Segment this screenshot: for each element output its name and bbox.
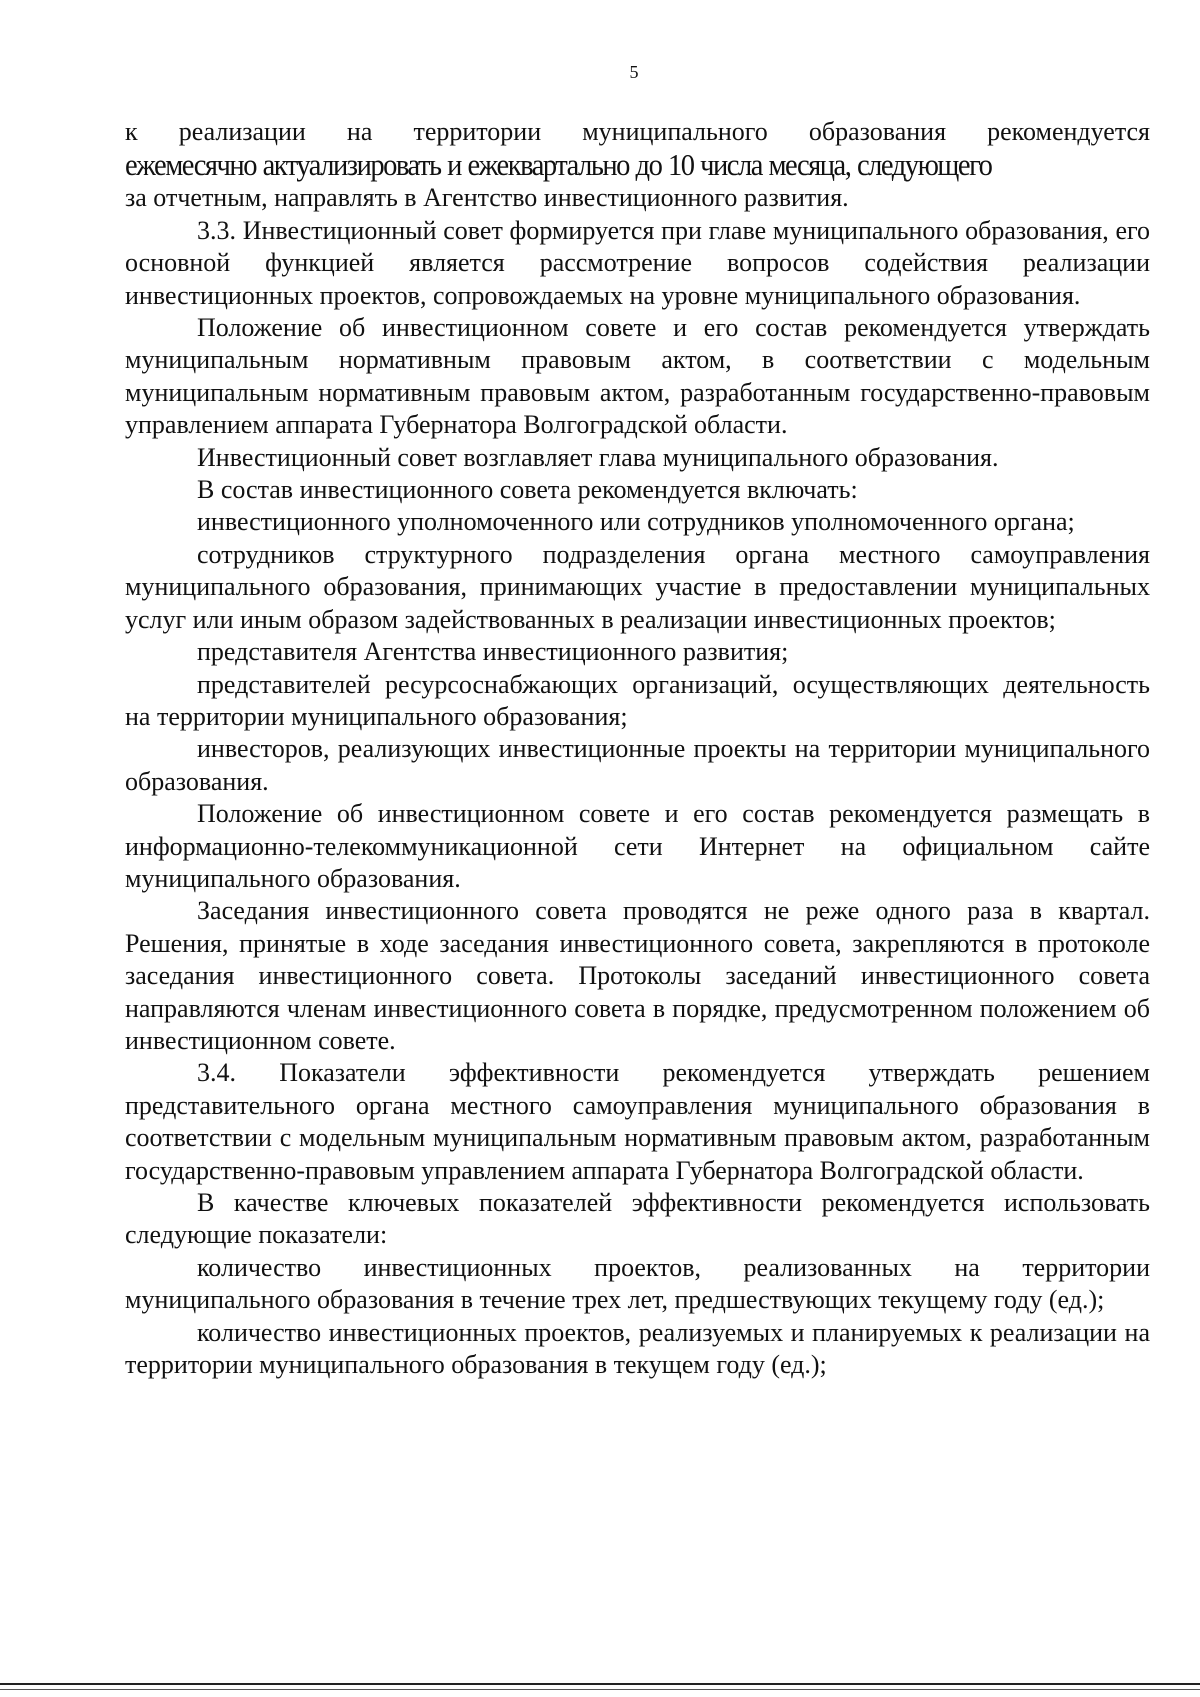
paragraph-continuation-line-3: за отчетным, направлять в Агентство инвестиционного развития. — [125, 183, 849, 213]
document-body — [125, 116, 1150, 1381]
paragraph-council-meetings: Заседания инвестиционного совета проводятся не реже одного раза в квартал. Решения, принятые в ходе заседания инвестиционного совета, закрепляются в протоколе заседания инвестиционного совета. Протоколы заседаний инвестиционного совета направляются членам инвестиционного совета в порядке, предусмотренном положением об инвестиционном совете. — [125, 896, 1150, 1055]
paragraph-continuation-line-2: ежемесячно актуализировать и ежеквартально до 10 числа месяца, следующего — [125, 147, 992, 183]
paragraph-council-publication: Положение об инвестиционном совете и его состав рекомендуется размещать в информационно-телекоммуникационной сети Интернет на официальном сайте муниципального образования. — [125, 799, 1150, 893]
page-number: 5 — [629, 62, 639, 82]
page-bottom-rule-secondary — [0, 1689, 1200, 1690]
list-item-resource-suppliers: представителей ресурсоснабжающих организаций, осуществляющих деятельность на территории муниципального образования; — [125, 669, 1150, 731]
paragraph-continuation-line-1: к реализации на территории муниципального образования рекомендуется — [125, 117, 1150, 146]
paragraph-key-indicators: В качестве ключевых показателей эффективности рекомендуется использовать следующие показатели: — [125, 1188, 1150, 1250]
list-item-indicator-current-projects: количество инвестиционных проектов, реализуемых и планируемых к реализации на территории муниципального образования в текущем году (ед.); — [125, 1317, 1150, 1380]
paragraph-3-4: 3.4. Показатели эффективности рекомендуется утверждать решением представительного органа местного самоуправления муниципального образования в соответствии с модельным муниципальным нормативным правовым актом, разработанным государственно-правовым управлением аппарата Губернатора Волгоградской области. — [125, 1058, 1150, 1185]
list-item-investors: инвесторов, реализующих инвестиционные проекты на территории муниципального образования. — [125, 734, 1150, 796]
list-item-agency-representative: представителя Агентства инвестиционного развития; — [197, 637, 789, 667]
paragraph-council-regulation: Положение об инвестиционном совете и его состав рекомендуется утверждать муниципальным нормативным правовым актом, в соответствии с модельным муниципальным нормативным правовым актом, разработанным государственно-правовым управлением аппарата Губернатора Волгоградской области. — [125, 313, 1150, 440]
list-item-investment-commissioner: инвестиционного уполномоченного или сотрудников уполномоченного органа; — [197, 507, 1075, 537]
list-item-indicator-implemented-projects: количество инвестиционных проектов, реализованных на территории муниципального образования в течение трех лет, предшествующих текущему году (ед.); — [125, 1252, 1150, 1315]
paragraph-council-head: Инвестиционный совет возглавляет глава муниципального образования. — [197, 442, 999, 472]
paragraph-council-composition: В состав инвестиционного совета рекомендуется включать: — [197, 475, 858, 505]
page-bottom-rule — [0, 1683, 1200, 1685]
paragraph-3-3: 3.3. Инвестиционный совет формируется при главе муниципального образования, его основной функцией является рассмотрение вопросов содействия реализации инвестиционных проектов, сопровождаемых на уровне муниципального образования. — [125, 215, 1150, 310]
list-item-structural-unit-staff: сотрудников структурного подразделения органа местного самоуправления муниципального образования, принимающих участие в предоставлении муниципальных услуг или иным образом задействованных в реализации инвестиционных проектов; — [125, 539, 1150, 634]
